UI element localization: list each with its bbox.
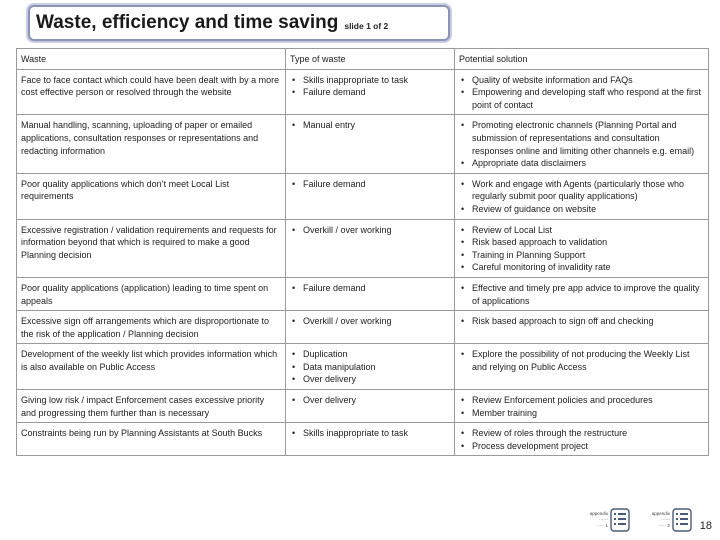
document-list-icon xyxy=(672,508,692,532)
potential-solution-cell-list xyxy=(459,427,703,452)
potential-solution-cell xyxy=(455,115,709,173)
slide-title: Waste, efficiency and time saving xyxy=(36,12,339,33)
slide-title-box xyxy=(28,5,450,41)
type-of-waste-cell-list xyxy=(290,282,449,295)
potential-solution-cell xyxy=(455,69,709,115)
appendix-2-logo-text: appendix ······ ····· 2 xyxy=(651,511,670,528)
potential-solution-cell xyxy=(455,173,709,219)
potential-solution-cell-list xyxy=(459,348,703,373)
potential-solution-cell-list xyxy=(459,282,703,307)
table-row xyxy=(17,423,709,456)
type-of-waste-cell-list xyxy=(290,394,449,407)
appendix-2-logo xyxy=(644,508,692,532)
table-row xyxy=(17,115,709,173)
type-of-waste-cell xyxy=(286,311,455,344)
potential-solution-item: • Training in Planning Support xyxy=(459,249,703,262)
potential-solution-cell xyxy=(455,390,709,423)
waste-cell: Excessive sign off arrangements which are disproportionate to the risk of the application / Planning decision xyxy=(17,311,286,344)
waste-table xyxy=(16,48,709,456)
potential-solution-item: • Review Enforcement policies and procedures xyxy=(459,394,703,407)
potential-solution-item: • Appropriate data disclaimers xyxy=(459,157,703,170)
document-list-icon xyxy=(610,508,630,532)
table-row xyxy=(17,390,709,423)
type-of-waste-cell xyxy=(286,115,455,173)
appendix-1-logo-text: appendix ······ ····· 1 xyxy=(589,511,608,528)
type-of-waste-item: • Manual entry xyxy=(290,119,449,132)
waste-cell: Manual handling, scanning, uploading of paper or emailed applications, consultation responses or representations and redacting information xyxy=(17,115,286,173)
waste-cell: Constraints being run by Planning Assistants at South Bucks xyxy=(17,423,286,456)
potential-solution-cell xyxy=(455,423,709,456)
potential-solution-item: • Risk based approach to validation xyxy=(459,236,703,249)
type-of-waste-cell xyxy=(286,69,455,115)
header-type-of-waste: Type of waste xyxy=(286,49,455,70)
type-of-waste-item: • Failure demand xyxy=(290,86,449,99)
table-row xyxy=(17,277,709,310)
table-header-row xyxy=(17,49,709,70)
type-of-waste-item: • Over delivery xyxy=(290,394,449,407)
potential-solution-item: • Risk based approach to sign off and checking xyxy=(459,315,703,328)
table-row xyxy=(17,69,709,115)
potential-solution-item: • Effective and timely pre app advice to improve the quality of applications xyxy=(459,282,703,307)
type-of-waste-item: • Failure demand xyxy=(290,282,449,295)
waste-cell: Poor quality applications (application) leading to time spent on appeals xyxy=(17,277,286,310)
type-of-waste-cell xyxy=(286,423,455,456)
type-of-waste-cell-list xyxy=(290,74,449,99)
potential-solution-item: • Member training xyxy=(459,407,703,420)
potential-solution-cell-list xyxy=(459,224,703,274)
waste-cell: Face to face contact which could have been dealt with by a more cost effective person or resolved through the website xyxy=(17,69,286,115)
waste-cell: Development of the weekly list which provides information which is also available on Public Access xyxy=(17,344,286,390)
header-potential-solution: Potential solution xyxy=(455,49,709,70)
page-number: 18 xyxy=(699,520,712,532)
potential-solution-item: • Process development project xyxy=(459,440,703,453)
type-of-waste-item: • Skills inappropriate to task xyxy=(290,74,449,87)
potential-solution-item: • Review of guidance on website xyxy=(459,203,703,216)
potential-solution-cell xyxy=(455,219,709,277)
type-of-waste-cell xyxy=(286,173,455,219)
potential-solution-item: • Empowering and developing staff who respond at the first point of contact xyxy=(459,86,703,111)
potential-solution-item: • Quality of website information and FAQs xyxy=(459,74,703,87)
type-of-waste-cell-list xyxy=(290,119,449,132)
type-of-waste-cell-list xyxy=(290,427,449,440)
type-of-waste-cell xyxy=(286,219,455,277)
slide-subtitle: slide 1 of 2 xyxy=(344,21,389,31)
type-of-waste-item: • Overkill / over working xyxy=(290,224,449,237)
type-of-waste-item: • Over delivery xyxy=(290,373,449,386)
potential-solution-item: • Review of Local List xyxy=(459,224,703,237)
waste-cell: Giving low risk / impact Enforcement cases excessive priority and progressing them further than is necessary xyxy=(17,390,286,423)
waste-cell: Poor quality applications which don’t meet Local List requirements xyxy=(17,173,286,219)
potential-solution-cell-list xyxy=(459,315,703,328)
type-of-waste-item: • Duplication xyxy=(290,348,449,361)
table-body xyxy=(17,69,709,456)
type-of-waste-cell-list xyxy=(290,178,449,191)
table-row xyxy=(17,311,709,344)
type-of-waste-cell xyxy=(286,390,455,423)
appendix-logos xyxy=(582,508,692,532)
waste-cell: Excessive registration / validation requirements and requests for information beyond that which is required to make a good Planning decision xyxy=(17,219,286,277)
potential-solution-item: • Explore the possibility of not producing the Weekly List and relying on Public Access xyxy=(459,348,703,373)
potential-solution-cell-list xyxy=(459,178,703,216)
type-of-waste-cell xyxy=(286,344,455,390)
type-of-waste-item: • Data manipulation xyxy=(290,361,449,374)
potential-solution-item: • Work and engage with Agents (particularly those who regularly submit poor quality applications) xyxy=(459,178,703,203)
type-of-waste-item: • Overkill / over working xyxy=(290,315,449,328)
type-of-waste-cell xyxy=(286,277,455,310)
potential-solution-cell-list xyxy=(459,119,703,169)
type-of-waste-item: • Failure demand xyxy=(290,178,449,191)
potential-solution-cell xyxy=(455,277,709,310)
type-of-waste-cell-list xyxy=(290,348,449,386)
table-row xyxy=(17,219,709,277)
potential-solution-item: • Careful monitoring of invalidity rate xyxy=(459,261,703,274)
potential-solution-cell xyxy=(455,311,709,344)
potential-solution-item: • Review of roles through the restructure xyxy=(459,427,703,440)
type-of-waste-cell-list xyxy=(290,224,449,237)
table-row xyxy=(17,344,709,390)
type-of-waste-cell-list xyxy=(290,315,449,328)
table-row xyxy=(17,173,709,219)
potential-solution-cell xyxy=(455,344,709,390)
potential-solution-cell-list xyxy=(459,74,703,112)
header-waste: Waste xyxy=(17,49,286,70)
potential-solution-item: • Promoting electronic channels (Planning Portal and submission of representations and consultation responses online and limiting other channels e.g. email) xyxy=(459,119,703,157)
type-of-waste-item: • Skills inappropriate to task xyxy=(290,427,449,440)
potential-solution-cell-list xyxy=(459,394,703,419)
appendix-1-logo xyxy=(582,508,630,532)
